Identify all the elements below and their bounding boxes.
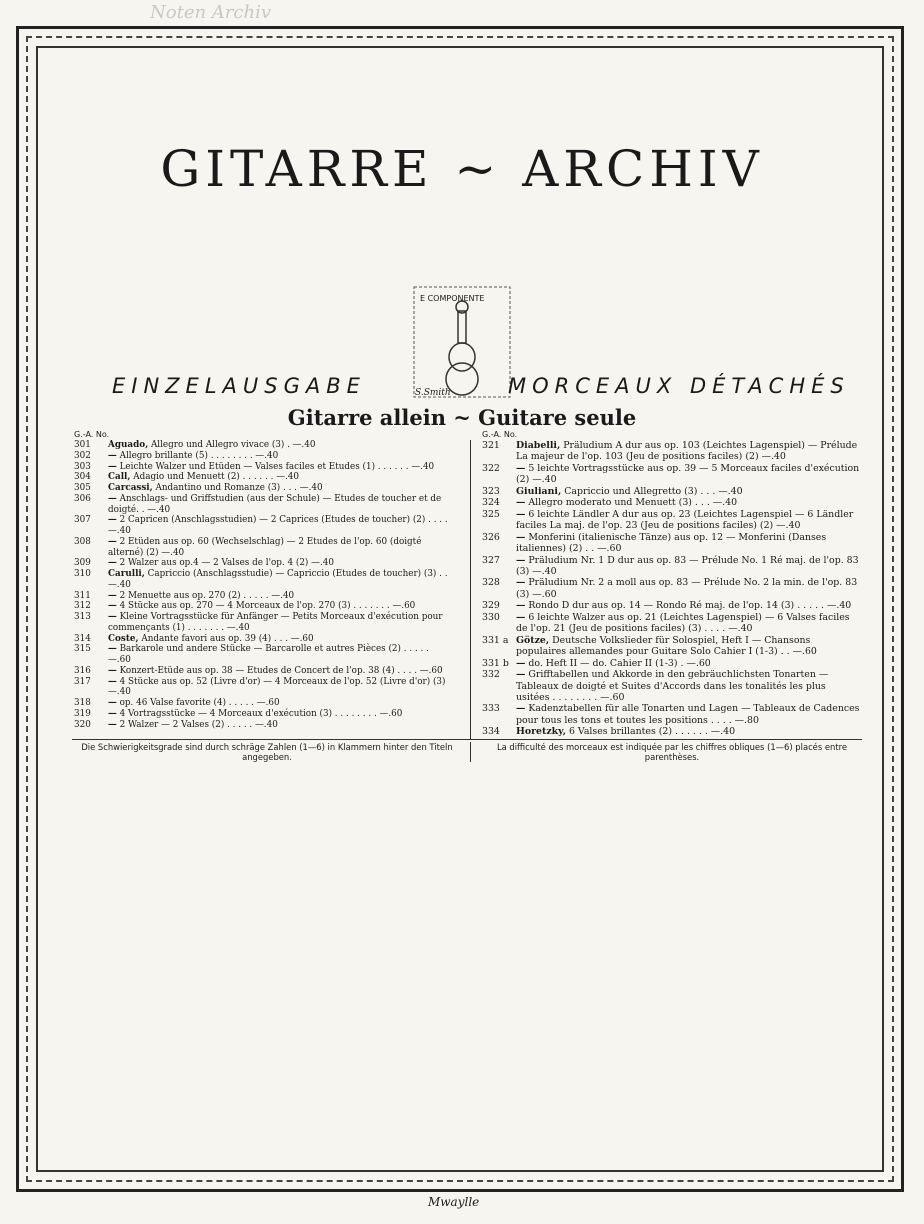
composer-name: —: [108, 450, 117, 461]
catalog-number: 323: [482, 485, 500, 497]
composer-name: —: [108, 644, 117, 655]
catalog-entry: [482, 658, 860, 669]
work-title: Capriccio (Anschlagsstudie) — Capriccio (Etudes de toucher) (3) . . —.40: [108, 569, 448, 590]
work-title: Anschlags- und Griffstudien (aus der Schule) — Etudes de toucher et de doigté. . —.40: [108, 493, 442, 515]
catalog-text: [516, 726, 860, 737]
page-title: GITARRE ~ ARCHIV: [160, 140, 764, 198]
catalog-number: 302: [74, 450, 91, 461]
catalog-entry: [74, 591, 454, 602]
work-title: Allegro und Allegro vivace (3) . —.40: [150, 440, 316, 450]
work-title: Andantino und Romanze (3) . . . —.40: [155, 483, 323, 493]
work-title: 6 leichte Walzer aus op. 21 (Leichtes Lagenspiel) — 6 Valses faciles de l'op. 21 (Jeu de positions faciles) (3) . . . . —.40: [516, 611, 850, 635]
composer-name: —: [108, 719, 117, 730]
catalog-number: 305: [74, 483, 91, 493]
subheading: Gitarre allein ~ Guitare seule: [287, 405, 637, 430]
work-title: Kleine Vortragsstücke für Anfänger — Petits Morceaux d'exécution pour commençants (1) . . . . . . . —.40: [108, 612, 443, 633]
catalog-text: [516, 669, 860, 703]
catalog-text: [516, 612, 860, 635]
catalog-entry: [482, 726, 860, 737]
catalog-entry: [482, 669, 860, 703]
catalog-text: [108, 472, 454, 483]
catalog-number: 322: [482, 462, 500, 474]
catalog-number: 303: [74, 461, 91, 472]
work-title: 2 Menuette aus op. 270 (2) . . . . . —.40: [119, 590, 295, 601]
composer-name: Giuliani,: [516, 485, 562, 497]
composer-name: —: [516, 554, 526, 566]
catalog-entry: [74, 720, 454, 731]
catalog-text: [516, 577, 860, 600]
work-title: Präludium Nr. 1 D dur aus op. 83 — Prélude No. 1 Ré maj. de l'op. 83 (3) —.40: [516, 554, 859, 577]
composer-name: —: [108, 698, 117, 708]
catalog-text: [516, 703, 860, 726]
composer-name: —: [516, 497, 526, 509]
composer-name: Aguado,: [108, 440, 149, 450]
work-title: 5 leichte Vortragsstücke aus op. 39 — 5 Morceaux faciles d'exécution (2) —.40: [516, 462, 860, 486]
catalog-entry: [482, 509, 860, 532]
composer-name: Götze,: [516, 634, 550, 646]
catalog-text: [516, 440, 860, 463]
catalog-number: 325: [482, 508, 500, 520]
composer-name: —: [516, 508, 526, 520]
catalog-entry: [74, 537, 454, 559]
catalog-entry: [74, 698, 454, 709]
work-title: 2 Walzer — 2 Valses (2) . . . . . —.40: [119, 719, 278, 730]
composer-name: —: [516, 669, 526, 681]
catalog-entry: [482, 703, 860, 726]
catalog-text: [108, 558, 454, 569]
guitar-emblem-icon: [412, 285, 512, 405]
composer-name: Coste,: [108, 633, 139, 644]
catalog-number: 306: [74, 493, 91, 504]
catalog-number: 333: [482, 703, 500, 715]
composer-name: Diabelli,: [516, 440, 561, 451]
catalog-text: [516, 635, 860, 658]
catalog-entry: [482, 532, 860, 555]
footnote-column-divider: [470, 742, 471, 762]
catalog-entry: [74, 677, 454, 699]
catalog-text: [108, 537, 454, 559]
catalog-entry: [74, 494, 454, 516]
catalog-number: 311: [74, 590, 91, 601]
catalog-text: [516, 486, 860, 497]
catalog-number: 309: [74, 558, 91, 569]
catalog-number: 320: [74, 719, 91, 730]
catalog-text: [516, 509, 860, 532]
catalog-column-right: [482, 440, 860, 740]
composer-name: —: [108, 493, 117, 504]
composer-name: —: [516, 462, 526, 474]
work-title: Allegro brillante (5) . . . . . . . . —.40: [119, 450, 279, 461]
catalog-entry: [74, 472, 454, 483]
footnote-divider: [72, 739, 862, 740]
composer-name: Carcassi,: [108, 483, 153, 493]
catalog-number: 330: [482, 611, 500, 623]
catalog-text: [108, 677, 454, 699]
composer-name: —: [108, 612, 117, 622]
faded-top-text: Noten Archiv: [150, 2, 271, 23]
catalog-entry: [74, 634, 454, 645]
catalog-text: [516, 532, 860, 555]
composer-name: —: [516, 611, 526, 623]
work-title: Rondo D dur aus op. 14 — Rondo Ré maj. de l'op. 14 (3) . . . . . —.40: [528, 600, 852, 612]
catalog-entry: [74, 666, 454, 677]
catalog-column-left: [74, 440, 454, 740]
composer-name: —: [516, 703, 526, 715]
catalog-text: [516, 658, 860, 669]
catalog-number: 310: [74, 569, 91, 579]
catalog-number: 328: [482, 577, 500, 589]
work-title: Andante favori aus op. 39 (4) . . . —.60: [141, 633, 314, 644]
catalog-entry: [482, 635, 860, 658]
catalog-text: [516, 497, 860, 508]
composer-name: Horetzky,: [516, 726, 566, 738]
catalog-entry: [74, 709, 454, 720]
catalog-text: [108, 666, 454, 677]
catalog-entry: [482, 577, 860, 600]
composer-name: —: [516, 531, 526, 543]
catalog-entry: [482, 600, 860, 611]
catalog-entry: [74, 569, 454, 591]
catalog-text: [108, 494, 454, 516]
work-title: Kadenztabellen für alle Tonarten und Lagen — Tableaux de Cadences pour tous les tons et toutes les positions . . . . —.80: [516, 703, 860, 726]
catalog-text: [108, 644, 454, 666]
catalog-number: 326: [482, 531, 500, 543]
catalog-number: 318: [74, 698, 91, 708]
catalog-number: 327: [482, 554, 500, 566]
catalog-number: 312: [74, 601, 91, 612]
composer-name: —: [108, 665, 117, 676]
work-title: 4 Vortragsstücke — 4 Morceaux d'exécution (3) . . . . . . . . —.60: [119, 708, 403, 719]
catalog-text: [108, 440, 454, 451]
catalog-text: [108, 601, 454, 612]
footnote-right: La difficulté des morceaux est indiquée par les chiffres obliques (1—6) placés entre parenthèses.: [496, 742, 848, 762]
catalog-entry: [74, 440, 454, 451]
catalog-number: 334: [482, 726, 500, 738]
catalog-entry: [74, 601, 454, 612]
emblem-signature: S.Smith: [415, 388, 451, 398]
catalog-number: 314: [74, 633, 91, 644]
catalog-entry: [74, 462, 454, 473]
work-title: 2 Etüden aus op. 60 (Wechselschlag) — 2 Etudes de l'op. 60 (doigté alterné) (2) —.40: [108, 536, 422, 558]
footnote-left: Die Schwierigkeitsgrade sind durch schräge Zahlen (1—6) in Klammern hinter den Titeln angegeben.: [81, 742, 453, 762]
catalog-text: [516, 555, 860, 578]
composer-name: —: [108, 536, 117, 547]
catalog-number: 308: [74, 536, 91, 547]
catalog-entry: [74, 483, 454, 494]
catalog-entry: [482, 555, 860, 578]
work-title: Monferini (italienische Tänze) aus op. 12 — Monferini (Danses italiennes) (2) . . —.60: [516, 531, 827, 555]
composer-name: —: [108, 461, 117, 472]
catalog-number: 324: [482, 497, 500, 509]
work-title: Präludium Nr. 2 a moll aus op. 83 — Prélude No. 2 la min. de l'op. 83 (3) —.60: [516, 577, 858, 600]
work-title: Allegro moderato und Menuett (3) . . . —.40: [528, 497, 738, 509]
composer-name: —: [108, 515, 117, 526]
composer-name: —: [516, 577, 526, 589]
catalog-number: 301: [74, 440, 91, 450]
catalog-number: 315: [74, 644, 91, 655]
col-header-right: G.-A. No.: [482, 430, 518, 439]
catalog-number: 321: [482, 440, 500, 451]
composer-name: Carulli,: [108, 569, 145, 579]
catalog-text: [108, 462, 454, 473]
catalog-entry: [74, 644, 454, 666]
work-title: Barkarole und andere Stücke — Barcarolle et autres Pièces (2) . . . . . —.60: [108, 644, 429, 665]
catalog-number: 332: [482, 669, 500, 681]
catalog-number: 331 b: [482, 657, 509, 669]
catalog-text: [108, 591, 454, 602]
edition-left: EINZELAUSGABE: [112, 374, 366, 398]
catalog-text: [108, 720, 454, 731]
catalog-entry: [482, 463, 860, 486]
catalog-text: [108, 634, 454, 645]
composer-name: —: [108, 676, 117, 687]
work-title: Adagio und Menuett (2) . . . . . . —.40: [133, 472, 299, 483]
composer-name: —: [108, 558, 117, 569]
work-title: Konzert-Etüde aus op. 38 — Etudes de Concert de l'op. 38 (4) . . . . —.60: [119, 665, 443, 676]
catalog-number: 307: [74, 515, 91, 526]
catalog-text: [516, 463, 860, 486]
catalog-text: [108, 709, 454, 720]
catalog-entry: [482, 497, 860, 508]
catalog-text: [108, 483, 454, 494]
edition-right: MORCEAUX DÉTACHÉS: [508, 374, 850, 398]
catalog-number: 317: [74, 676, 91, 687]
catalog-entry: [482, 486, 860, 497]
work-title: Capriccio und Allegretto (3) . . . —.40: [564, 485, 743, 497]
work-title: 6 leichte Ländler A dur aus op. 23 (Leichtes Lagenspiel — 6 Ländler faciles La maj. de l'op. 23 (Jeu de positions faciles) (2) —.40: [516, 508, 854, 532]
composer-name: —: [108, 601, 117, 612]
catalog-number: 304: [74, 472, 91, 483]
catalog-text: [108, 698, 454, 709]
catalog-text: [516, 600, 860, 611]
composer-name: —: [516, 657, 526, 669]
composer-name: —: [108, 708, 117, 719]
work-title: do. Heft II — do. Cahier II (1-3) . —.60: [528, 657, 711, 669]
catalog-text: [108, 569, 454, 591]
catalog-text: [108, 612, 454, 634]
work-title: Leichte Walzer und Etüden — Valses faciles et Etudes (1) . . . . . . —.40: [119, 461, 435, 472]
catalog-entry: [74, 451, 454, 462]
composer-name: —: [516, 600, 526, 612]
catalog-entry: [74, 558, 454, 569]
catalog-entry: [74, 612, 454, 634]
catalog-entry: [74, 515, 454, 537]
emblem-label: E COMPONENTE: [420, 294, 485, 303]
catalog-text: [108, 451, 454, 462]
column-divider: [470, 440, 471, 740]
work-title: Grifftabellen und Akkorde in den gebräuchlichsten Tonarten — Tableaux de doigté et Suites d'Accords dans les tonalités les plus usitées . . . . . . . . —.60: [516, 669, 829, 703]
work-title: 2 Walzer aus op.4 — 2 Valses de l'op. 4 (2) —.40: [119, 558, 334, 569]
work-title: 2 Capricen (Anschlagsstudien) — 2 Caprices (Etudes de toucher) (2) . . . . —.40: [108, 515, 448, 536]
composer-name: —: [108, 590, 117, 601]
col-header-left: G.-A. No.: [74, 430, 110, 439]
catalog-number: 319: [74, 708, 91, 719]
catalog-number: 329: [482, 600, 500, 612]
work-title: Präludium A dur aus op. 103 (Leichtes Lagenspiel) — Prélude La majeur de l'op. 103 (Jeu de positions faciles) (2) —.40: [516, 440, 858, 463]
work-title: op. 46 Valse favorite (4) . . . . . —.60: [119, 698, 280, 708]
work-title: 4 Stücke aus op. 270 — 4 Morceaux de l'op. 270 (3) . . . . . . . —.60: [119, 601, 416, 612]
composer-name: Call,: [108, 472, 131, 483]
work-title: 6 Valses brillantes (2) . . . . . . —.40: [568, 726, 736, 738]
catalog-entry: [482, 612, 860, 635]
catalog-entry: [482, 440, 860, 463]
catalog-text: [108, 515, 454, 537]
work-title: Deutsche Volkslieder für Solospiel, Heft I — Chansons populaires allemandes pour Guitare Solo Cahier I (1-3) . . —.60: [516, 634, 817, 658]
catalog-number: 313: [74, 612, 91, 622]
work-title: 4 Stücke aus op. 52 (Livre d'or) — 4 Morceaux de l'op. 52 (Livre d'or) (3) —.40: [108, 676, 446, 698]
catalog-number: 331 a: [482, 634, 509, 646]
signature: Mwaylle: [428, 1195, 480, 1209]
catalog-number: 316: [74, 665, 91, 676]
